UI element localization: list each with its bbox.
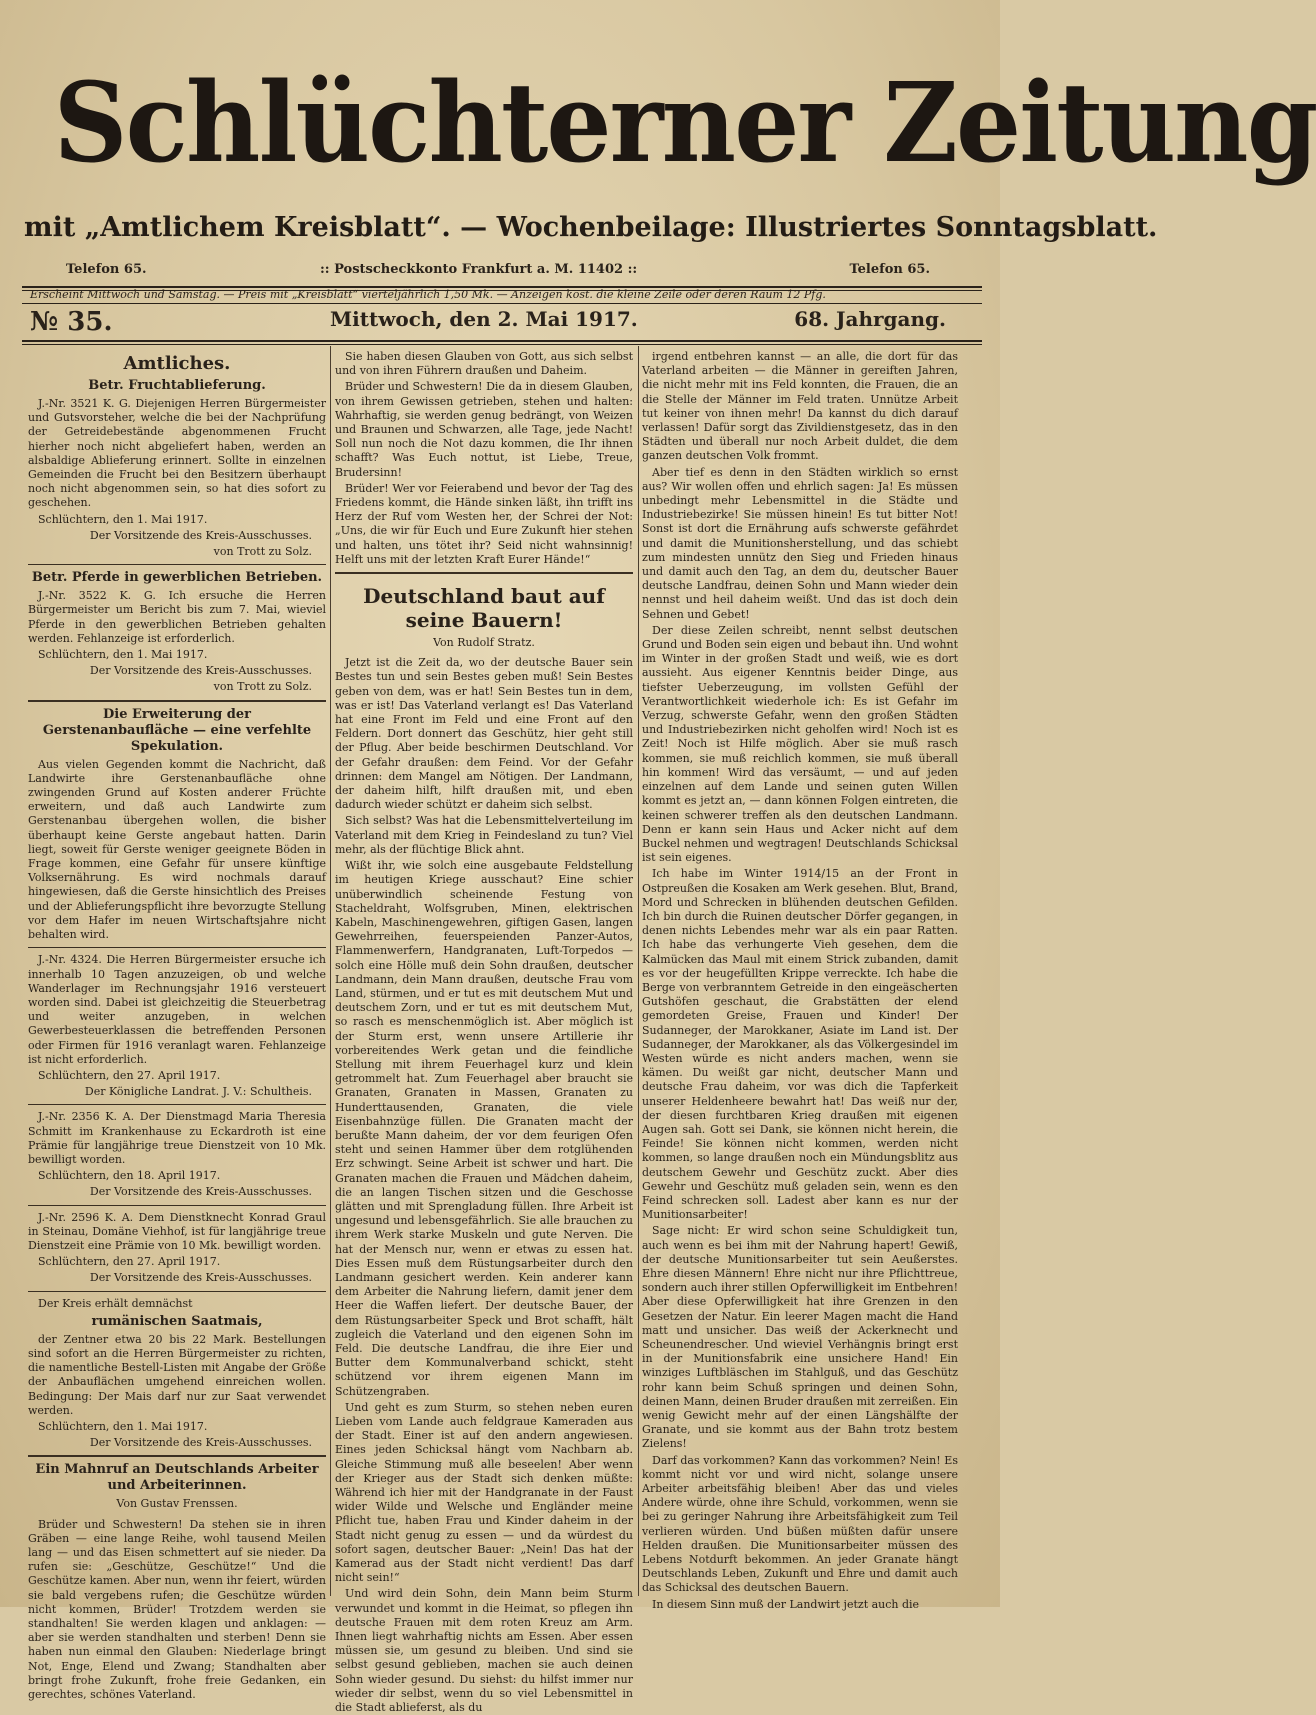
notice-heading: Betr. Fruchtablieferung. — [88, 378, 266, 393]
header-rule — [22, 340, 982, 342]
article-text: Aber tief es denn in den Städten wirklich so ernst aus? Wir wollen offen und ehrlich sagen: Ja! Es müssen unbedingt mehr Lebensmittel in die Städte und Industriebezirke! Sie müssen hinein! Es tut bitter Not! Sonst ist dort die Ernährung aufs schwerste gefährdet und damit die Munitionsherstellung, und das schiebt zum mindesten unnütz den Sieg und Frieden hinaus und damit auch den Tag, an dem du, deutscher Bauer deutsche Landfrau, deinen Sohn und Mann wieder dein nennst und heil daheim weißt. Und das ist doch dein Sehnen und Gebet! — [642, 465, 958, 621]
newspaper-subtitle: mit „Amtlichem Kreisblatt“. — Wochenbeilage: Illustriertes Sonntagsblatt. — [24, 212, 1158, 243]
article-byline: Von Gustav Frenssen. — [116, 1497, 238, 1511]
notice-text: J.-Nr. 3522 K. G. Ich ersuche die Herren Bürgermeister um Bericht bis zum 7. Mai, wieviel Pferde in den gewerblichen Betrieben gehalten werden. Fehlanzeige ist erforderlich. — [28, 589, 326, 645]
notice-rule — [28, 947, 326, 948]
notice-signature: von Trott zu Solz. — [213, 545, 312, 559]
notice-signature: Der Königliche Landrat. J. V.: Schultheis. — [84, 1085, 312, 1099]
notice-rule — [28, 700, 326, 702]
column-1 — [28, 350, 326, 1702]
article-text: irgend entbehren kannst — an alle, die dort für das Vaterland arbeiten — die Männer in gereiften Jahren, die nicht mehr mit ins Feld konnten, die Frauen, die an die Stelle der Männer im Feld traten. Unnütze Arbeit tut keiner von ihnen mehr! Da kannst du dich darauf verlassen! Dafür sorgt das Zivildienstgesetz, das in den Städten und überall nur noch Arbeit duldet, die dem ganzen deutschen Volk frommt. — [642, 350, 958, 463]
notice-place: Schlüchtern, den 1. Mai 1917. — [38, 1419, 208, 1433]
article-text: Sich selbst? Was hat die Lebensmittelverteilung im Vaterland mit dem Krieg in Feindesland zu tun? Viel mehr, als der flüchtige Blick ahnt. — [335, 814, 633, 856]
bank-account: :: Postscheckkonto Frankfurt a. M. 11402 :: — [320, 262, 638, 277]
notice-rule — [28, 1205, 326, 1206]
notice-place: Schlüchtern, den 27. April 1917. — [38, 1068, 221, 1082]
notice-signature: Der Vorsitzende des Kreis-Ausschusses. — [89, 528, 312, 542]
article-byline: Von Rudolf Stratz. — [433, 636, 535, 650]
column-2 — [335, 350, 633, 1715]
notice-text: J.-Nr. 2356 K. A. Der Dienstmagd Maria Theresia Schmitt im Krankenhause zu Eckardroth ist eine Prämie für langjährige treue Dienstzeit von 10 Mk. bewilligt worden. — [28, 1110, 326, 1166]
article-rule — [335, 572, 633, 574]
article-text: Sage nicht: Er wird schon seine Schuldigkeit tun, auch wenn es bei ihm mit der Nahrung hapert! Gewiß, der deutsche Munitionsarbeiter tut sein Aeußerstes. Ehre diesen Männern! Ehre nicht nur ihre Pflichttreue, sondern auch ihrer stillen Opferwilligkeit im Entbehren! Aber diese Opferwilligkeit hat ihre Grenzen in den Gesetzen der Natur. Ein leerer Magen macht die Hand matt und unsicher. Das weiß der Ackerknecht und Scheunendrescher. Und wieviel Verhängnis bringt erst in der Munitionsfabrik eine unsichere Hand! Ein winziges Luftbläschen im Stahlguß, und das Geschütz rohr kann beim Schuß springen und deinen Sohn, deinen Mann, deinen Bruder draußen mit zerreißen. Ein wenig Gewicht mehr auf der einen Längshälfte der Granate, und sie kommt aus der Bahn trotz bestem Zielens! — [642, 1224, 958, 1451]
notice-rule — [28, 564, 326, 565]
phone-left: Telefon 65. — [66, 262, 147, 277]
issue-number: № 35. — [30, 307, 113, 337]
header-rule — [22, 344, 982, 345]
notice-place: Schlüchtern, den 18. April 1917. — [38, 1169, 221, 1183]
notice-rule — [28, 1104, 326, 1105]
notice-text: Der Kreis erhält demnächst — [38, 1296, 193, 1310]
article-text: Brüder! Wer vor Feierabend und bevor der Tag des Friedens kommt, die Hände sinken läßt, ihn trifft ins Herz der Ruf vom Westen her, der Schrei der Not: „Uns, die wir für Euch und Eure Zukunft hier stehen und halten, uns tötet ihr? Seid nicht wahnsinnig! Helft uns mit der letzten Kraft Eurer Hände!“ — [335, 481, 633, 566]
notice-signature: Der Vorsitzende des Kreis-Ausschusses. — [89, 1185, 312, 1199]
article-heading: Die Erweiterung der Gerstenanbaufläche — eine verfehlte Spekulation. — [42, 706, 312, 754]
notice-text: der Zentner etwa 20 bis 22 Mark. Bestellungen sind sofort an die Herren Bürgermeister zu richten, die namentliche Bestell-Listen mit Angabe der Größe der Anbauflächen umgehend einreichen wollen. Bedingung: Der Mais darf nur zur Saat verwendet werden. — [28, 1332, 326, 1417]
notice-signature: Der Vorsitzende des Kreis-Ausschusses. — [89, 1436, 312, 1450]
notice-rule — [28, 1291, 326, 1292]
issue-date: Mittwoch, den 2. Mai 1917. — [330, 307, 638, 331]
notice-signature: Der Vorsitzende des Kreis-Ausschusses. — [89, 1271, 312, 1285]
article-text: Darf das vorkommen? Kann das vorkommen? Nein! Es kommt nicht vor und wird nicht, solange unsere Arbeiter arbeitsfähig bleiben! Aber das und vieles Andere würde, ohne ihre Schuld, vorkommen, wenn sie bei zu geringer Nahrung ihre Arbeitsfähigkeit zum Teil verlieren würden. Und büßen müßten dafür unsere Helden draußen. Die Munitionsarbeiter müssen des Lebens Notdurft bekommen. An jeder Granate hängt Deutschlands Leben, Zukunft und Ehre und damit auch das Schicksal des deutschen Bauern. — [642, 1453, 958, 1595]
article-heading: Ein Mahnruf an Deutschlands Arbeiter und Arbeiterinnen. — [35, 1462, 319, 1494]
notice-text: J.-Nr. 3521 K. G. Diejenigen Herren Bürgermeister und Gutsvorsteher, welche die bei der Nachprüfung der Getreidebestände abgenommenen Frucht hierher noch nicht abgeliefert haben, werden an alsbaldige Ablieferung erinnert. Sollte in einzelnen Gemeinden die Frucht bei den Besitzern überhaupt noch nicht abgenommen sein, so hat dies sofort zu geschehen. — [28, 397, 326, 510]
notice-place: Schlüchtern, den 1. Mai 1917. — [38, 512, 208, 526]
notice-signature: Der Vorsitzende des Kreis-Ausschusses. — [89, 664, 312, 678]
article-text: Und geht es zum Sturm, so stehen neben euren Lieben vom Lande auch feldgraue Kameraden aus der Stadt. Einer ist auf den andern angewiesen. Eines jeden Schicksal hängt vom Nachbarn ab. Gleiche Stimmung muß alle beseelen! Aber wenn der Krieger aus der Stadt sich denken müßte: Während ich hier mit der Handgranate in der Faust wider Wilde und Welsche und Engländer meine Pflicht tue, haben Frau und Kinder daheim in der Stadt nicht genug zu essen — und da würdest du sofort sagen, deutscher Bauer: „Nein! Das hat der Kamerad aus der Stadt nicht verdient! Das darf nicht sein!“ — [335, 1400, 633, 1585]
notice-text: J.-Nr. 2596 K. A. Dem Dienstknecht Konrad Graul in Steinau, Domäne Viehhof, ist für langjährige treue Dienstzeit eine Prämie von 10 Mk. bewilligt worden. — [28, 1210, 326, 1252]
notice-place: Schlüchtern, den 1. Mai 1917. — [38, 648, 208, 662]
phone-right: Telefon 65. — [849, 262, 930, 277]
article-text: Sie haben diesen Glauben von Gott, aus sich selbst und von ihren Führern draußen und Daheim. — [335, 350, 633, 378]
header-rule — [22, 303, 982, 304]
article-text: Wißt ihr, wie solch eine ausgebaute Feldstellung im heutigen Kriege ausschaut? Eine schier unüberwindlich scheinende Festung von Stacheldraht, Wolfsgruben, Minen, elektrischen Kabeln, Maschinengewehren, giftigen Gasen, langen Gewehrreihen, feuerspeienden Panzer-Autos, Flammenwerfern, Handgranaten, Luft-Torpedos — solch eine Hölle muß dein Sohn draußen, deutscher Landmann, dein Mann draußen, deutsche Frau vom Land, stürmen, und er tut es mit deutschem Mut und deutschem Zorn, und er tut es mit deutschem Mut, so rasch es menschenmöglich ist. Aber möglich ist der Sturm erst, wenn unsere Artillerie ihr vorbereitendes Werk getan und die feindliche Stellung mit ihrem Feuerhagel kurz und klein getrommelt hat. Zum Feuerhagel aber braucht sie Granaten, Granaten in Massen, Granaten zu Hunderttausenden, Granaten, die viele Eisenbahnzüge füllen. Die Granaten macht der berußte Mann daheim, der vor dem feurigen Ofen steht und seinen Hammer über dem rotglühenden Erz schwingt. Seine Arbeit ist schwer und hart. Die Granaten machen die Frauen und Mädchen daheim, die an langen Tischen sitzen und die Geschosse glätten und mit Sprengladung füllen. Ihre Arbeit ist ungesund und lebensgefährlich. Sie alle brauchen zu ihrem Werk starke Muskeln und gute Nerven. Die hat der Mensch nur, wenn er etwas zu essen hat. Dies Essen muß dem Rüstungsarbeiter durch den Landmann gesichert werden. Kein anderer kann dem Arbeiter die Nahrung liefern, damit jener dem Heer die Waffen liefert. Der deutsche Bauer, der dem Rüstungsarbeiter Speck und Brot schafft, hält zugleich die Vaterland und den eigenen Sohn im Feld. Die deutsche Landfrau, die ihre Eier und Butter dem Kommunalverband schickt, steht schützend vor ihrem eigenen Mann im Schützengraben. — [335, 859, 633, 1398]
article-text: Brüder und Schwestern! Da stehen sie in ihren Gräben — eine lange Reihe, wohl tausend Meilen lang — und das Eisen schmettert auf sie nieder. Da rufen sie: „Geschütze, Geschütze!“ Und die Geschütze kamen. Aber nun, wenn ihr feiert, würden sie bald vergebens rufen; die Geschütze würden nicht kommen, Brüder! Trotzdem werden sie standhalten! Sie werden klagen und anklagen: — aber sie werden standhalten und sterben! Denn sie haben nun einmal den Glauben: Niederlage bringt Not, Enge, Elend und Zwang; Standhalten aber bringt frohe Zukunft, frohe freie Gedanken, ein gerechtes, schönes Vaterland. — [28, 1517, 326, 1702]
notice-place: Schlüchtern, den 27. April 1917. — [38, 1255, 221, 1269]
article-text: In diesem Sinn muß der Landwirt jetzt auch die — [652, 1597, 920, 1611]
notice-rule — [28, 1455, 326, 1457]
column-rule — [330, 346, 331, 1596]
article-text: Und wird dein Sohn, dein Mann beim Sturm verwundet und kommt in die Heimat, so pflegen ihn deutsche Frauen mit dem roten Kreuz am Arm. Ihnen liegt wahrhaftig nichts am Essen. Aber essen müssen sie, um gesund zu bleiben. Und sind sie selbst gesund geblieben, machen sie auch deinen Sohn wieder gesund. Du siehst: du hilfst immer nur wieder dir selbst, wenn du so viel Lebensmittel in die Stadt ablieferst, als du — [335, 1587, 633, 1715]
article-text: Brüder und Schwestern! Die da in diesem Glauben, von ihrem Gewissen getrieben, stehen und halten: Wahrhaftig, sie werden genug bedrängt, von Weizen und Braunen und Schwarzen, alle Tage, jede Nacht! Soll nun noch die Not dazu kommen, die Ihr ihnen schafft? Was Euch nottut, ist Liebe, Treue, Brudersinn! — [335, 380, 633, 479]
article-text: Aus vielen Gegenden kommt die Nachricht, daß Landwirte ihre Gerstenanbaufläche ohne zwingenden Grund auf Kosten anderer Früchte erweitern, und daß auch Landwirte zum Gerstenanbau übergehen wollen, die bisher überhaupt keine Gerste angebaut hatten. Darin liegt, soweit für Gerste weniger geeignete Böden in Frage kommen, eine Gefahr für unsere künftige Volksernährung. Es wird nochmals darauf hingewiesen, daß die Gerste hinsichtlich des Preises und der Ablieferungspflicht ihre bevorzugte Stellung vor dem Hafer im neuen Wirtschaftsjahre nicht behalten wird. — [28, 757, 326, 942]
newspaper-title: Schlüchterner Zeitung — [53, 58, 1316, 187]
notice-heading: rumänischen Saatmais, — [91, 1313, 263, 1329]
article-heading: Deutschland baut auf seine Bauern! — [363, 584, 605, 633]
issue-year: 68. Jahrgang. — [794, 307, 946, 331]
notice-signature: von Trott zu Solz. — [213, 680, 312, 694]
publication-info: Erscheint Mittwoch und Samstag. — Preis mit „Kreisblatt“ vierteljährlich 1,50 Mk. — Anzeigen kost. die kleine Zeile oder deren Raum 12 Pfg. — [30, 288, 826, 301]
article-text: Jetzt ist die Zeit da, wo der deutsche Bauer sein Bestes tun und sein Bestes geben muß! Sein Bestes geben von dem, was er hat! Sein Bestes tun in dem, was er ist! Das Vaterland verlangt es! Das Vaterland hat eine Front im Feld und eine Front auf den Feldern. Dort donnert das Geschütz, hier geht still der Pflug. Aber beide beschirmen Deutschland. Vor der Gefahr draußen: dem Feind. Vor der Gefahr drinnen: dem Mangel am Nötigen. Der Landmann, der daheim hilft, hilft draußen mit, und eben dadurch wieder schützt er daheim sich selbst. — [335, 656, 633, 812]
notice-text: J.-Nr. 4324. Die Herren Bürgermeister ersuche ich innerhalb 10 Tagen anzuzeigen, ob und welche Wanderlager im Rechnungsjahr 1916 versteuert worden sind. Dabei ist gleichzeitig die Steuerbetrag und weiter anzugeben, in welchen Gewerbesteuerklassen die betreffenden Personen oder Firmen für 1916 veranlagt waren. Fehlanzeige ist nicht erforderlich. — [28, 953, 326, 1066]
article-text: Der diese Zeilen schreibt, nennt selbst deutschen Grund und Boden sein eigen und bebaut ihn. Und wohnt im Winter in der großen Stadt und weiß, wie es dort aussieht. Aus eigener Kenntnis beider Dinge, aus tiefster Ueberzeugung, im vollsten Gefühl der Verantwortlichkeit wiederhole ich: Es ist Gefahr im Verzug, schwerste Gefahr, wenn den großen Städten und Industriebezirken nicht geholfen wird! Noch ist es Zeit! Noch ist Hilfe möglich. Aber sie muß rasch kommen, sie muß reichlich kommen, sie muß überall hin kommen! Wird das versäumt, — und auf jeden einzelnen auf dem Lande und seinen guten Willen kommt es jetzt an, — dann können Folgen eintreten, die keinen schwerer treffen als den deutschen Landmann. Denn er kann sein Haus und Acker nicht auf dem Buckel nehmen und wegtragen! Deutschlands Schicksal ist sein eigenes. — [642, 623, 958, 865]
notice-heading: Betr. Pferde in gewerblichen Betrieben. — [31, 570, 323, 586]
article-text: Ich habe im Winter 1914/15 an der Front in Ostpreußen die Kosaken am Werk gesehen. Blut, Brand, Mord und Schrecken in blühenden deutschen Gefilden. Ich bin durch die Ruinen deutscher Dörfer gegangen, in denen nichts Lebendes mehr war als ein paar Ratten. Ich habe das verhungerte Vieh gesehen, dem die Kalmücken das Maul mit einem Strick zubanden, damit es vor der heugefüllten Krippe verreckte. Ich habe die Berge von verbranntem Getreide in den eingeäscherten Gutshöfen geschaut, die Grabstätten der elend gemordeten Greise, Frauen und Kinder! Der Sudanneger, der Marokkaner, Asiate im Land ist. Der Sudanneger, der Marokkaner, als das Völkergesindel im Westen würde es nicht anders machen, wenn sie kämen. Du weißt gar nicht, deutscher Mann und deutsche Frau daheim, vor was dich die Tapferkeit unserer Heldenheere bewahrt hat! Das weiß nur der, der diesen furchtbaren Krieg draußen mit eigenen Augen sah. Gott sei Dank, sie können nicht herein, die Feinde! Sie können nicht kommen, werden nicht kommen, so lange draußen noch ein Mündungsblitz aus deutschem Gewehr und Geschütz zuckt. Aber dies Gewehr und Geschütz muß geladen sein, wenn es den Feind schrecken soll. Ladest aber kann es nur der Munitionsarbeiter! — [642, 867, 958, 1222]
section-heading: Amtliches. — [123, 353, 231, 374]
column-rule — [638, 346, 639, 1596]
column-3 — [642, 350, 958, 1611]
